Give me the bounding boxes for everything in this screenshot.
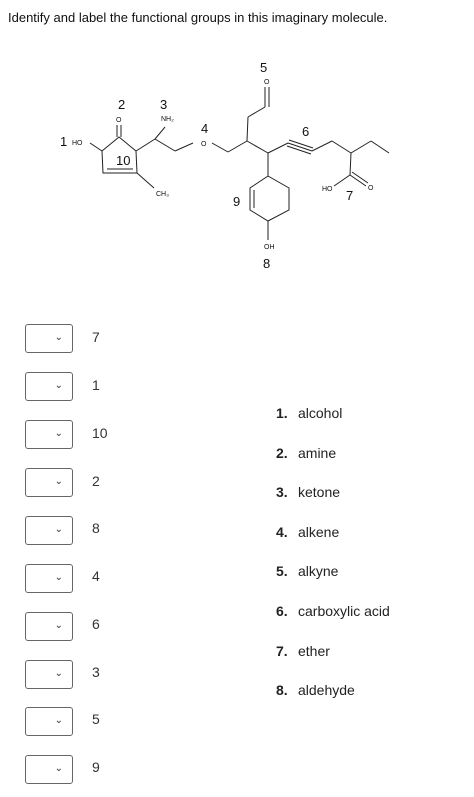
group-number-2: 2 bbox=[118, 97, 126, 112]
row-label: 8 bbox=[92, 520, 100, 536]
option-item: 5. alkyne bbox=[276, 563, 339, 579]
chevron-down-icon: ⌄ bbox=[54, 620, 63, 631]
atom-label-oh: OH bbox=[264, 244, 275, 251]
answer-dropdown[interactable] bbox=[25, 324, 73, 353]
group-number-4: 4 bbox=[201, 121, 209, 136]
row-label: 3 bbox=[92, 664, 100, 680]
option-item: 4. alkene bbox=[276, 524, 340, 540]
chevron-down-icon: ⌄ bbox=[54, 428, 63, 439]
answer-dropdown[interactable] bbox=[25, 755, 73, 784]
row-label: 2 bbox=[92, 473, 100, 489]
row-label: 1 bbox=[92, 377, 100, 393]
answer-dropdown[interactable] bbox=[25, 707, 73, 736]
row-label: 4 bbox=[92, 568, 100, 584]
row-label: 5 bbox=[92, 711, 100, 727]
option-item: 1. alcohol bbox=[276, 405, 343, 421]
answer-dropdown[interactable] bbox=[25, 420, 73, 449]
question-prompt: Identify and label the functional groups in this imaginary molecule. bbox=[8, 10, 388, 25]
atom-label-ketone-o: O bbox=[116, 117, 122, 124]
chevron-down-icon: ⌄ bbox=[54, 332, 63, 343]
row-label: 10 bbox=[92, 425, 108, 441]
atom-label-ether-o: O bbox=[201, 141, 207, 148]
atom-label-ch3: CH₃ bbox=[156, 191, 169, 198]
group-number-7: 7 bbox=[346, 188, 354, 203]
molecule-diagram bbox=[0, 0, 474, 290]
group-number-6: 6 bbox=[302, 124, 310, 139]
chevron-down-icon: ⌄ bbox=[54, 572, 63, 583]
chevron-down-icon: ⌄ bbox=[54, 380, 63, 391]
group-number-8: 8 bbox=[263, 256, 271, 271]
chevron-down-icon: ⌄ bbox=[54, 763, 63, 774]
atom-label-nh2: NH₂ bbox=[161, 116, 174, 123]
answer-dropdown[interactable] bbox=[25, 372, 73, 401]
row-label: 9 bbox=[92, 759, 100, 775]
answer-dropdown[interactable] bbox=[25, 612, 73, 641]
group-number-10: 10 bbox=[116, 153, 131, 168]
option-item: 2. amine bbox=[276, 445, 337, 461]
option-item: 6. carboxylic acid bbox=[276, 603, 390, 619]
group-number-5: 5 bbox=[260, 60, 268, 75]
group-number-3: 3 bbox=[160, 97, 168, 112]
row-label: 6 bbox=[92, 616, 100, 632]
option-item: 7. ether bbox=[276, 643, 330, 659]
chevron-down-icon: ⌄ bbox=[54, 668, 63, 679]
atom-label-aldehyde-o: O bbox=[264, 79, 270, 86]
option-item: 3. ketone bbox=[276, 484, 341, 500]
atom-label-ho: HO bbox=[72, 140, 83, 147]
answer-dropdown[interactable] bbox=[25, 516, 73, 545]
answer-dropdown[interactable] bbox=[25, 564, 73, 593]
chevron-down-icon: ⌄ bbox=[54, 524, 63, 535]
answer-dropdown[interactable] bbox=[25, 468, 73, 497]
answer-dropdown[interactable] bbox=[25, 660, 73, 689]
row-label: 7 bbox=[92, 329, 100, 345]
group-number-9: 9 bbox=[233, 194, 241, 209]
atom-label-acid-ho: HO bbox=[322, 186, 333, 193]
chevron-down-icon: ⌄ bbox=[54, 476, 63, 487]
option-item: 8. aldehyde bbox=[276, 682, 355, 698]
atom-label-acid-o: O bbox=[368, 185, 374, 192]
group-number-1: 1 bbox=[60, 134, 68, 149]
chevron-down-icon: ⌄ bbox=[54, 715, 63, 726]
